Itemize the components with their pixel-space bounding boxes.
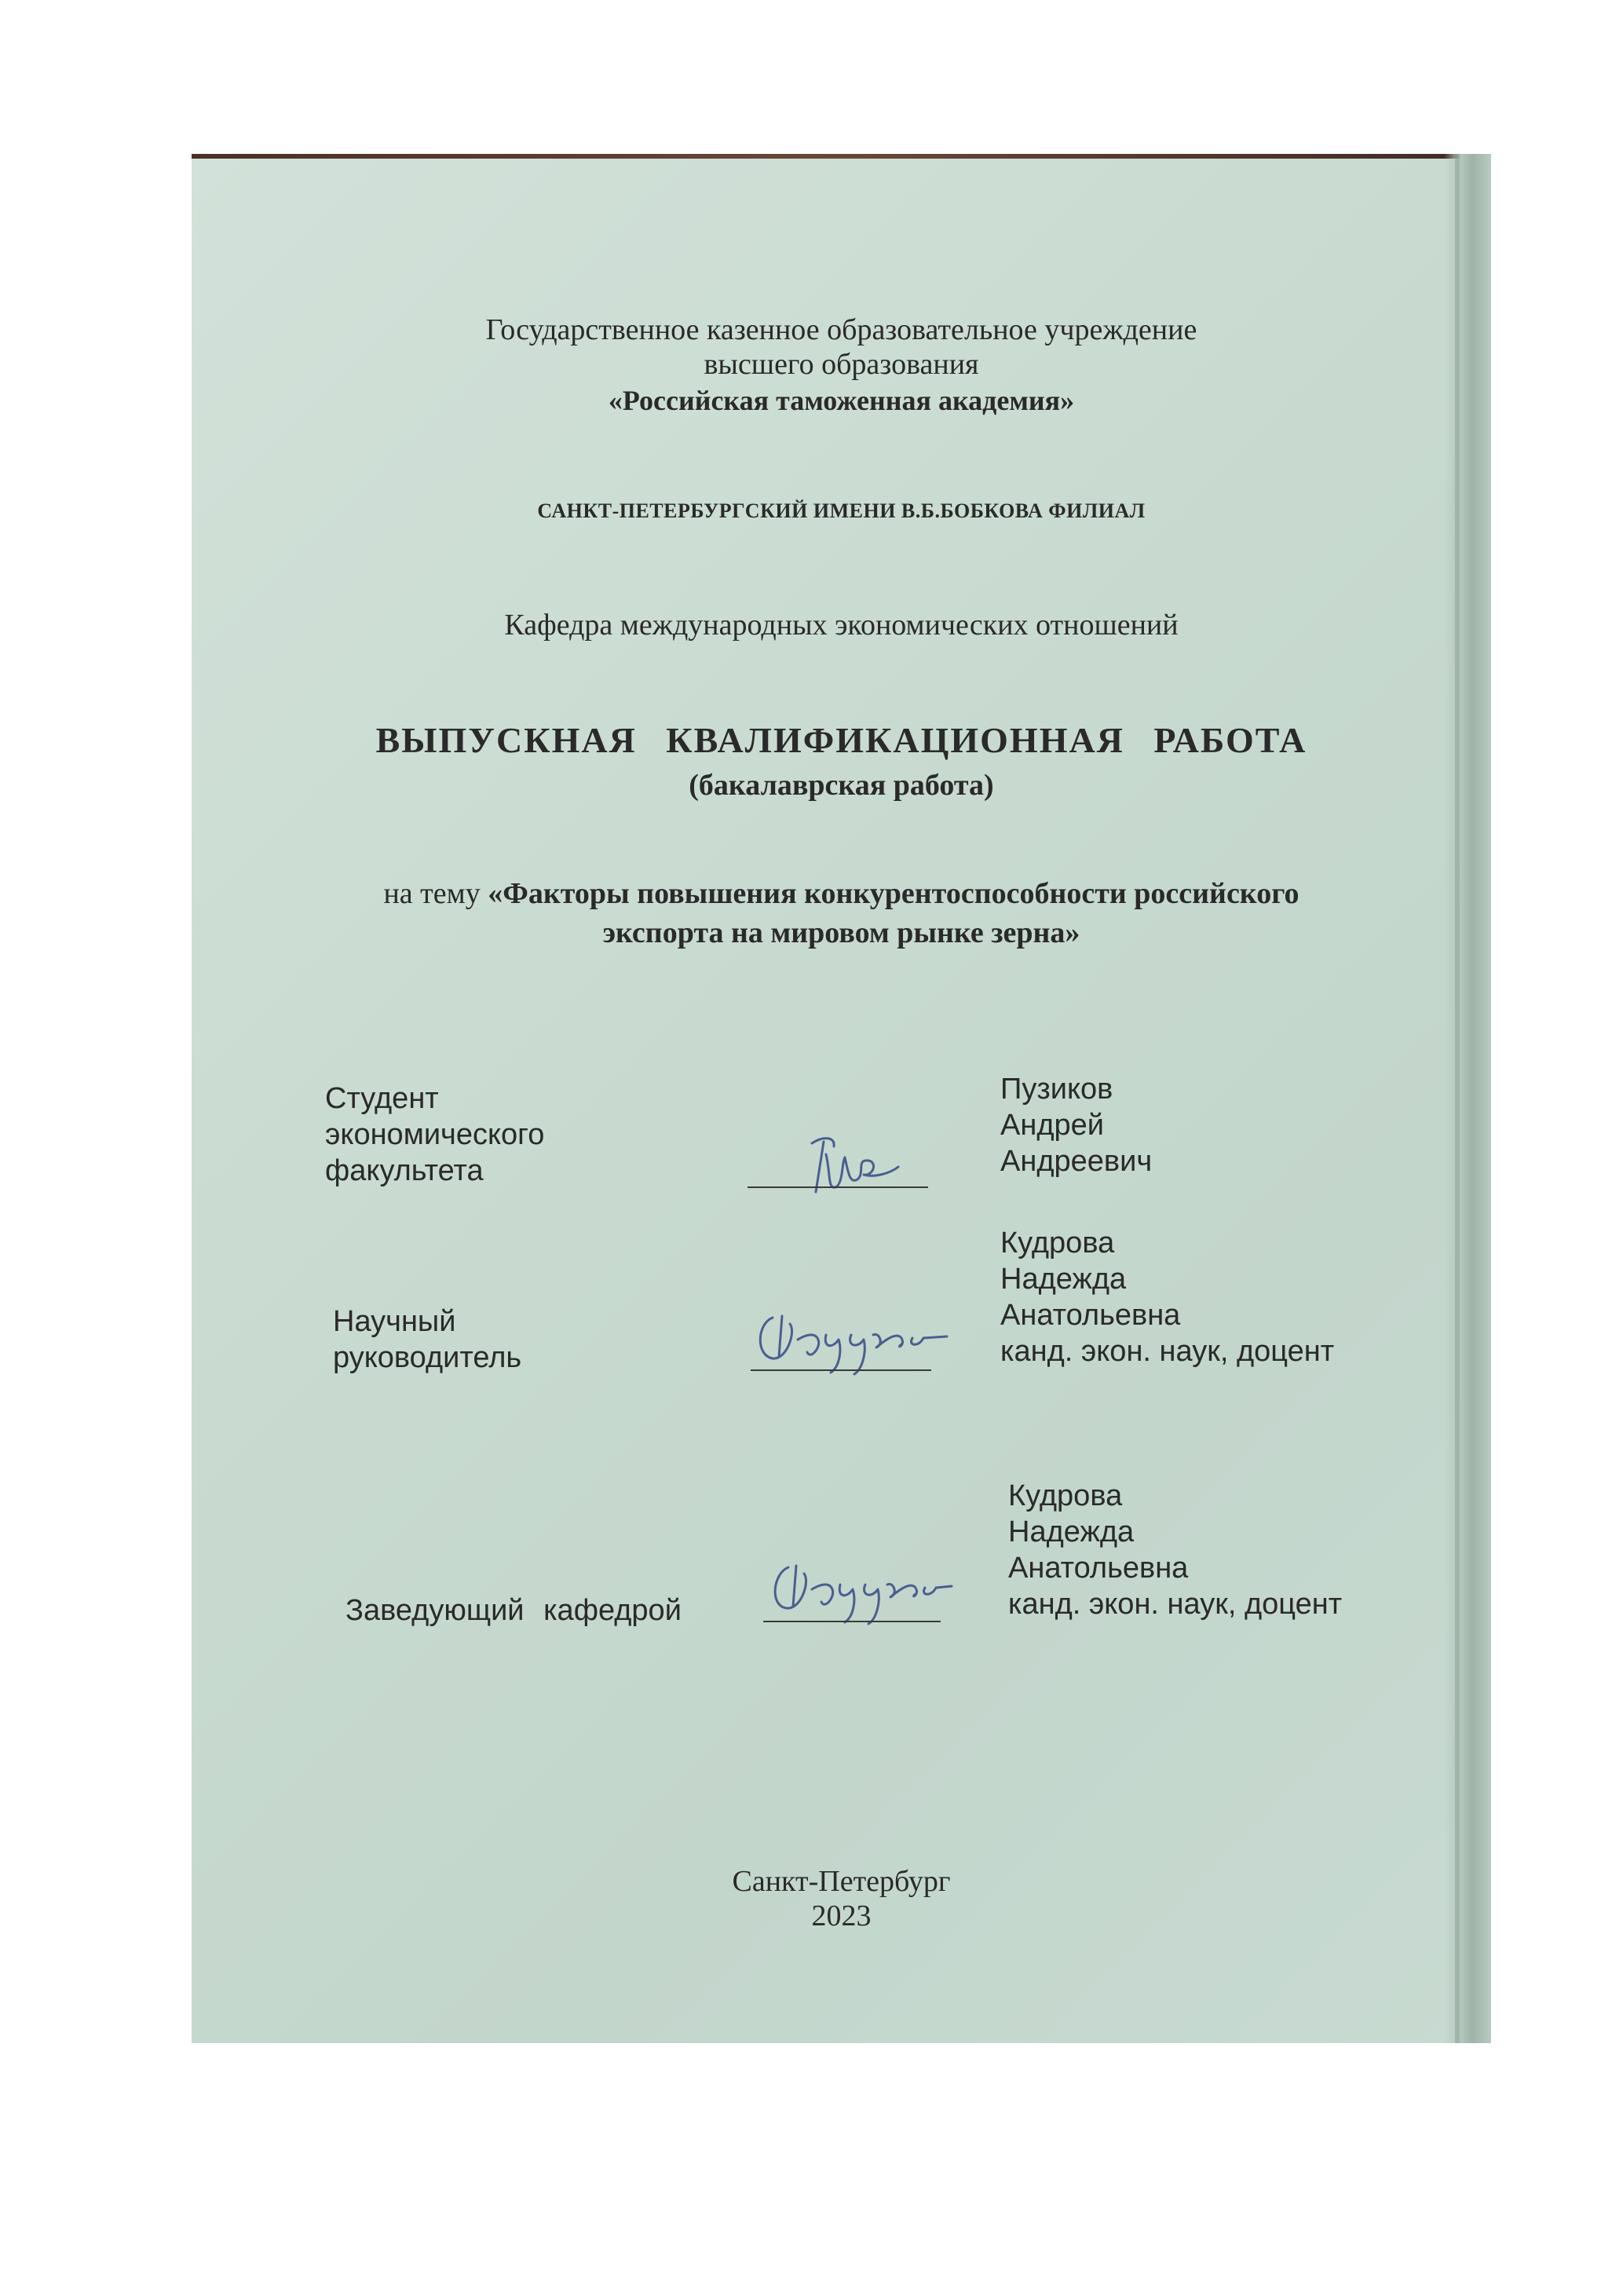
- title-page-photo: [192, 154, 1491, 2043]
- name-line: канд. экон. наук, доцент: [1000, 1335, 1335, 1368]
- name-line: Надежда: [1000, 1263, 1127, 1296]
- head-signature: [754, 1552, 958, 1630]
- signature-line: [763, 1621, 941, 1622]
- role-line: экономического: [325, 1118, 545, 1151]
- role-line: Студент: [325, 1082, 439, 1115]
- department-name: Кафедра международных экономических отношений: [504, 609, 1179, 642]
- signature-line: [751, 1369, 931, 1371]
- role-line: факультета: [325, 1154, 484, 1187]
- name-line: Анатольевна: [1008, 1552, 1189, 1585]
- institution-name: «Российская таможенная академия»: [608, 385, 1075, 416]
- name-line: Пузиков: [1000, 1073, 1113, 1106]
- work-subtitle: (бакалаврская работа): [689, 769, 994, 802]
- student-signature: [780, 1128, 914, 1203]
- name-line: Кудрова: [1008, 1479, 1123, 1512]
- work-title: ВЫПУСКНАЯ КВАЛИФИКАЦИОННАЯ РАБОТА: [375, 720, 1307, 760]
- name-line: Надежда: [1008, 1515, 1135, 1548]
- student-name: [1000, 1071, 1152, 1179]
- advisor-signature: [741, 1300, 953, 1379]
- footer-city: Санкт-Петербург: [732, 1865, 951, 1898]
- role-line: Научный: [333, 1305, 456, 1338]
- name-line: Анатольевна: [1000, 1299, 1181, 1332]
- signature-text: Кудрова: [741, 1300, 744, 1301]
- head-role-label: [345, 1592, 682, 1629]
- institution-line-2: высшего образования: [704, 348, 979, 381]
- footer-year: 2023: [811, 1899, 872, 1932]
- photo-right-edge: [1444, 154, 1491, 2043]
- name-line: канд. экон. наук, доцент: [1008, 1588, 1343, 1621]
- name-line: Андрей: [1000, 1109, 1104, 1142]
- name-line: Кудрова: [1000, 1227, 1115, 1260]
- advisor-role-label: [333, 1303, 521, 1376]
- topic-line-1: [192, 876, 1491, 911]
- head-name: [1008, 1478, 1342, 1622]
- photo-top-edge: [192, 154, 1491, 159]
- student-role-label: [325, 1080, 544, 1189]
- institution-line-1: Государственное казенное образовательное учреждение: [485, 313, 1197, 346]
- signature-line: [748, 1186, 928, 1188]
- role-line: Заведующий кафедрой: [345, 1594, 682, 1627]
- topic-line-2: экспорта на мировом рынке зерна»: [602, 916, 1080, 949]
- role-line: руководитель: [333, 1341, 522, 1374]
- advisor-name: [1000, 1225, 1334, 1369]
- page-shadow: [1455, 154, 1460, 2043]
- topic-title-part-1: «Факторы повышения конкурентоспособности российского: [488, 877, 1299, 910]
- name-line: Андреевич: [1000, 1145, 1153, 1178]
- topic-prefix: на тему: [383, 877, 488, 910]
- branch-name: САНКТ-ПЕТЕРБУРГСКИЙ ИМЕНИ В.Б.БОБКОВА ФИЛИАЛ: [537, 499, 1146, 522]
